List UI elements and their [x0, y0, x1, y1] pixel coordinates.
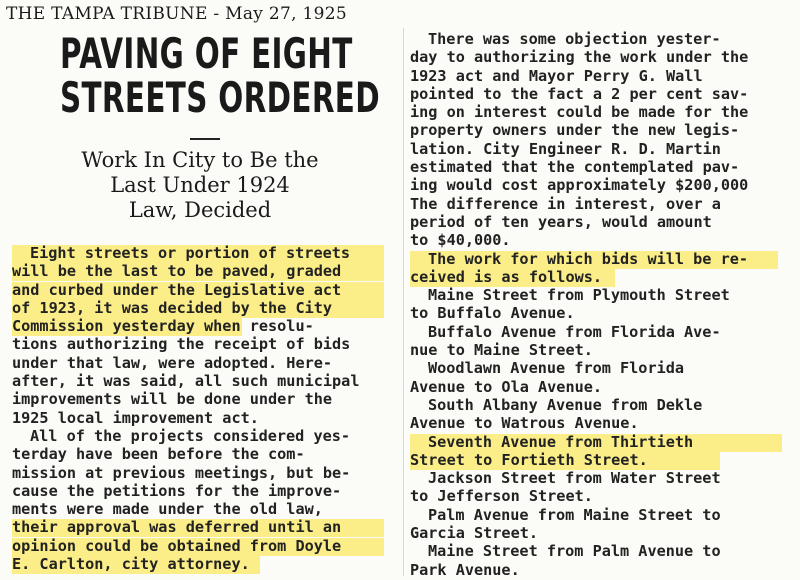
- article-line: [12, 445, 397, 463]
- article-line: [12, 409, 397, 427]
- line-text: after, it was said, all such municipal: [12, 372, 360, 391]
- article-line: [410, 542, 790, 560]
- line-text: South Albany Avenue from Dekle: [428, 395, 703, 414]
- line-text: 1923 act and Mayor Perry G. Wall: [410, 66, 703, 85]
- line-text: nue to Maine Street.: [410, 341, 593, 360]
- line-text: period of ten years, would amount: [410, 212, 712, 231]
- masthead: THE TAMPA TRIBUNE - May 27, 1925: [6, 4, 347, 24]
- line-text: ceived is as follows.: [410, 267, 603, 286]
- line-text: Maine Street from Plymouth Street: [428, 286, 730, 305]
- headline-rule: [190, 138, 220, 140]
- article-line: [410, 433, 790, 451]
- article-line: [410, 213, 790, 231]
- article-line: [410, 176, 790, 194]
- article-line: [12, 518, 397, 536]
- article-line: [12, 317, 397, 335]
- article-line: [410, 195, 790, 213]
- article-line: [410, 48, 790, 66]
- line-text: Palm Avenue from Maine Street to: [428, 505, 721, 524]
- line-text: Seventh Avenue from Thirtieth: [428, 432, 694, 451]
- column-divider: [403, 28, 404, 576]
- subhead-line-2: Last Under 1924: [110, 173, 290, 197]
- subheadline: [0, 148, 400, 223]
- article-line: [12, 427, 397, 445]
- article-line: [410, 268, 790, 286]
- line-text: Avenue to Ola Avenue.: [410, 377, 603, 396]
- article-line: [410, 506, 790, 524]
- line-text: ing would cost approximately $200,000: [410, 176, 749, 195]
- line-text: property owners under the new legis-: [410, 121, 740, 140]
- line-text: ing on interest could be made for the: [410, 103, 749, 122]
- line-text: to Jefferson Street.: [410, 487, 593, 506]
- article-line: [410, 524, 790, 542]
- line-text: The difference in interest, over a: [410, 194, 721, 213]
- line-text: Street to Fortieth Street.: [410, 450, 648, 469]
- article-line: [410, 231, 790, 249]
- line-text: E. Carlton, city attorney.: [12, 555, 250, 574]
- line-text: day to authorizing the work under the: [410, 48, 749, 67]
- line-text: terday have been before the com-: [12, 445, 305, 464]
- article-line: [12, 500, 397, 518]
- headline-line-1: PAVING OF EIGHT: [60, 29, 353, 78]
- line-text: opinion could be obtained from Doyle: [12, 536, 342, 555]
- article-line: [410, 250, 790, 268]
- line-text: under that law, were adopted. Here-: [12, 353, 333, 372]
- line-text: Park Avenue.: [410, 560, 520, 579]
- line-text: 1925 local improvement act.: [12, 408, 259, 427]
- article-line: [410, 378, 790, 396]
- article-line: [12, 390, 397, 408]
- article-line: [410, 103, 790, 121]
- article-line: [410, 286, 790, 304]
- article-line: [12, 464, 397, 482]
- line-text: Eight streets or portion of streets: [30, 244, 351, 262]
- line-text: to Buffalo Avenue.: [410, 304, 575, 323]
- article-line: [410, 561, 790, 579]
- headline: [60, 29, 380, 122]
- line-text: Garcia Street.: [410, 524, 539, 543]
- line-text: Avenue to Watrous Avenue.: [410, 414, 639, 433]
- article-line: [12, 244, 397, 262]
- article-line: [410, 323, 790, 341]
- line-text: Jackson Street from Water Street: [428, 469, 721, 488]
- subhead-line-3: Law, Decided: [128, 198, 272, 222]
- article-line: [12, 537, 397, 555]
- article-line: [410, 121, 790, 139]
- line-text: Maine Street from Palm Avenue to: [428, 542, 721, 561]
- article-line: [410, 85, 790, 103]
- line-text: will be the last to be paved, graded: [12, 262, 342, 281]
- right-column: [410, 30, 790, 579]
- line-text: to $40,000.: [410, 231, 511, 250]
- line-text: estimated that the contemplated pav-: [410, 158, 740, 177]
- article-line: [12, 482, 397, 500]
- subhead-line-1: Work In City to Be the: [81, 148, 319, 172]
- article-line: [410, 67, 790, 85]
- article-line: [12, 372, 397, 390]
- article-line: [12, 354, 397, 372]
- line-text: of 1923, it was decided by the City: [12, 298, 333, 317]
- article-line: [410, 359, 790, 377]
- line-text: and curbed under the Legislative act: [12, 280, 342, 299]
- article-line: [410, 487, 790, 505]
- headline-line-2: STREETS ORDERED: [60, 73, 380, 122]
- article-line: [12, 335, 397, 353]
- line-text: lation. City Engineer R. D. Martin: [410, 139, 721, 158]
- article-line: [12, 299, 397, 317]
- line-text: tions authorizing the receipt of bids: [12, 335, 351, 354]
- line-text: There was some objection yester-: [428, 30, 721, 48]
- article-line: [12, 262, 397, 280]
- article-line: [12, 555, 397, 573]
- article-line: [410, 414, 790, 432]
- left-column: [12, 244, 397, 573]
- article-line: [410, 30, 790, 48]
- article-line: [410, 469, 790, 487]
- article-line: [410, 304, 790, 322]
- line-text: Woodlawn Avenue from Florida: [428, 359, 685, 378]
- line-text: All of the projects considered yes-: [30, 426, 351, 445]
- article-line: [410, 396, 790, 414]
- line-text: improvements will be done under the: [12, 390, 333, 409]
- article-line: [12, 281, 397, 299]
- line-text: ments were made under the old law,: [12, 500, 323, 519]
- line-text: Buffalo Avenue from Florida Ave-: [428, 322, 721, 341]
- article-line: [410, 451, 790, 469]
- line-text: pointed to the fact a 2 per cent sav-: [410, 84, 749, 103]
- line-text: cause the petitions for the improve-: [12, 481, 342, 500]
- article-line: [410, 341, 790, 359]
- line-text: mission at previous meetings, but be-: [12, 463, 351, 482]
- article-line: [410, 158, 790, 176]
- line-text: Commission yesterday when resolu-: [12, 317, 314, 336]
- article-line: [410, 140, 790, 158]
- line-text: their approval was deferred until an: [12, 518, 342, 537]
- line-text: The work for which bids will be re-: [428, 249, 749, 268]
